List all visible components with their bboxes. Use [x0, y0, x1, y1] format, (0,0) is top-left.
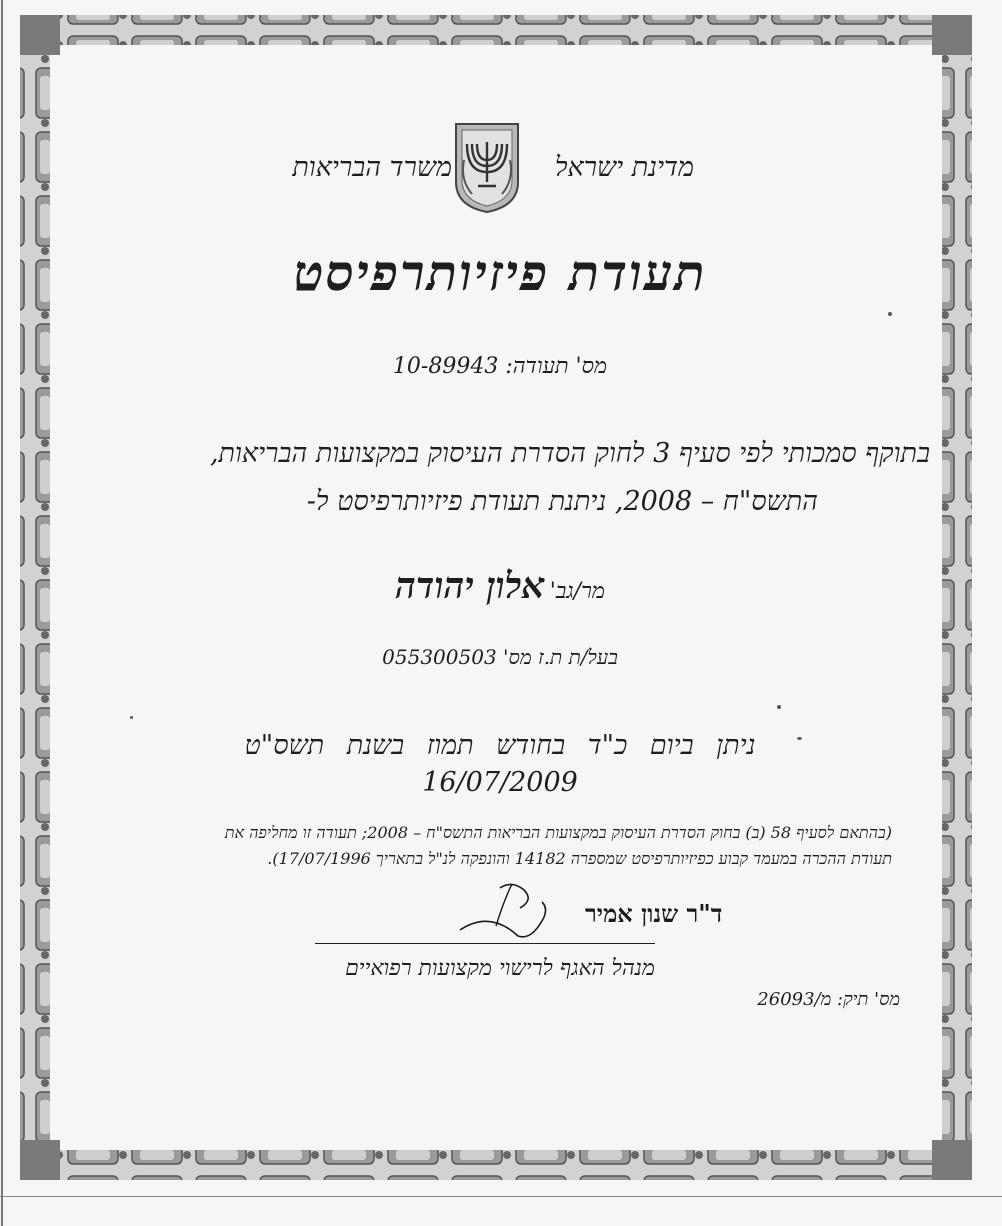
body-line-2: התשס"ח – 2008, ניתנת תעודת פיזיותרפיסט ל-	[306, 486, 818, 517]
handwritten-signature	[400, 880, 723, 940]
scan-speck	[797, 737, 802, 740]
note-line-1: (בהתאם לסעיף 58 (ב) בחוק הסדרת העיסוק במקצועות הבריאות התשס"ח – 2008; תעודה זו מחליפה את	[224, 823, 892, 842]
replacement-note	[32, 820, 892, 872]
recipient-prefix: מר/גב'	[549, 579, 605, 604]
file-number	[757, 989, 900, 1010]
certificate-title: תעודת פיזיותרפיסט	[293, 243, 707, 302]
certificate-number-line	[70, 353, 930, 379]
certificate-number-label: מס' תעודה:	[505, 354, 608, 379]
scan-speck	[888, 312, 892, 316]
recipient-name: אלון יהודה	[395, 565, 545, 607]
svg-text:ד"ר שנון אמיר: ד"ר שנון אמיר	[585, 899, 723, 928]
certificate-body	[70, 430, 930, 526]
ministry-name: משרד הבריאות	[292, 152, 452, 183]
certificate-document	[70, 95, 930, 1155]
file-number-value: 26093	[757, 989, 815, 1010]
scan-speck	[130, 716, 133, 719]
note-line-2: תעודת ההכרה במעמד קבוע כפיזיותרפיסט שמספרה 14182 והונפקה לנ"ל בתאריך 17/07/1996).	[267, 849, 892, 868]
recipient-id-line: בעל/ת ת.ז מס' 055300503	[382, 645, 618, 669]
scan-speck	[777, 705, 781, 709]
signature-line	[315, 943, 655, 944]
body-line-1: בתוקף סמכותי לפי סעיף 3 לחוק הסדרת העיסוק במקצועות הבריאות,	[209, 438, 930, 469]
state-name: מדינת ישראל	[554, 152, 694, 183]
recipient-line	[70, 565, 930, 607]
issue-hebrew-date: ניתן ביום כ"ד בחודש תמוז בשנת תשס"ט	[244, 730, 756, 761]
signatory-title: מנהל האגף לרישוי מקצועות רפואיים	[345, 956, 655, 981]
menorah-emblem-icon	[452, 120, 522, 215]
certificate-number: 10-89943	[392, 354, 499, 379]
issue-date: 16/07/2009	[422, 767, 578, 798]
file-number-label: מס' תיק: מ/	[814, 989, 900, 1010]
certificate-header	[70, 120, 930, 220]
